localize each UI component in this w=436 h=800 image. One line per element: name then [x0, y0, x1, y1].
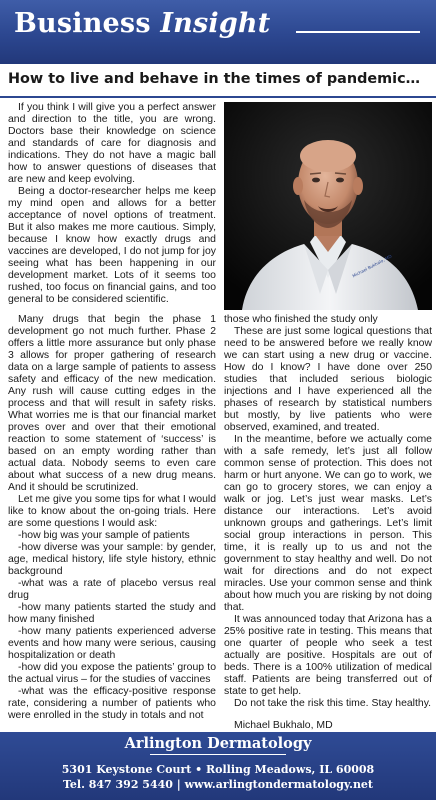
- doctor-portrait-image: [224, 102, 432, 310]
- question-list-item: -how many patients experienced adverse events and how many were serious, causing hospitalization or death: [8, 626, 216, 661]
- paragraph: These are just some logical questions that need to be answered before we really know we can start using a new drug or vaccine. How do I know? I have done over 250 studies that included serious biologic injections and I have experienced all the phases of research by statistical numbers but mostly, by live patients who were observed, examined, and treated.: [224, 326, 432, 433]
- question-list-item: -how big was your sample of patients: [18, 530, 190, 541]
- footer-banner: [0, 732, 436, 800]
- paragraph: Do not take the risk this time. Stay healthy.: [234, 698, 432, 709]
- section-title: [14, 8, 270, 39]
- headline-divider: [0, 96, 436, 98]
- section-title-insight: Insight: [160, 8, 271, 39]
- header-banner: [0, 0, 436, 64]
- practice-name: Arlington Dermatology: [124, 735, 312, 752]
- question-list-item: -how diverse was your sample: by gender, age, medical history, life style history, ethnic background: [8, 542, 216, 577]
- question-list-item: -what was the efficacy-positive response rate, considering a number of patients who were enrolled in the study in totals and not: [8, 686, 216, 721]
- paragraph: In the meantime, before we actually come with a safe remedy, let’s just all follow common sense of protection. This does not harm or hurt anyone. We can go to work, we can go to grocery stores, we can enjoy a walk or jog. Let’s just wear masks. Let’s distance our interactions. Let’s avoid unknown groups and gatherings. Let’s limit social group interactions in person. This time, it is really up to us and not the government to stay healthy and well. Do not wait for directions and do not expect miracles. Use your common sense and think about how much you are risking by not doing that.: [224, 434, 432, 613]
- article-column-top-left: [8, 102, 216, 310]
- paragraph: If you think I will give you a perfect answer and direction to the title, you are wrong. Doctors base their knowledge on science and standards of care for diagnosis and indications. They do not have a magic ball how to answer questions of diseases that are new and keep evolving.: [8, 102, 216, 185]
- author-photo: [224, 102, 432, 310]
- paragraph: Let me give you some tips for what I would like to know about the on-going trials. Here are some questions I would ask:: [8, 494, 216, 529]
- paragraph: Being a doctor-researcher helps me keep my mind open and allows for a better acceptance of novel options of treatment. But it also makes me more cautious. Simply, because I know how exactly drugs and vaccines are developed, I do not jump for joy seeing what has been happening in our development market. Lots of it seems too rushed, too focus on financial gains, and too general to be considered scientific.: [8, 186, 216, 305]
- practice-address: 5301 Keystone Court • Rolling Meadows, IL 60008: [61, 763, 375, 776]
- paragraph: It was announced today that Arizona has a 25% positive rate in testing. This means that one quarter of people who seek a test actually are positive. Hospitals are out of beds. There is a 100% utilization of medical staff. Patients are being transferred out of state to get help.: [224, 614, 432, 697]
- question-list-item: -how many patients started the study and how many finished: [8, 602, 216, 625]
- practice-contact: Tel. 847 392 5440 | www.arlingtondermatology.net: [62, 778, 374, 791]
- article-headline: How to live and behave in the times of pandemic…: [8, 71, 421, 87]
- paragraph: Many drugs that begin the phase 1 development go not much further. Phase 2 offers a little more assurance but only phase 3 allows for proper gathering of research data on a large sample of patients to assess safety and efficacy of the new medication. Any rush will cause cutting edges in the process and that will result in safety risks. What worries me is that our financial market proves over and over that their emotional reaction to some statement of ‘success’ is based on an empty wording rather than actual data. Nobody seems to even care about what success of a new drug means. And it should be scrutinized.: [8, 314, 216, 493]
- coat-embroidery-text: Michael Bukhalo, MD: [351, 253, 393, 279]
- footer-divider: [150, 754, 286, 755]
- header-rule: [296, 31, 420, 33]
- article-column-right: [224, 314, 432, 730]
- author-signature: Michael Bukhalo, MD: [234, 720, 333, 730]
- question-list-item: -what was a rate of placebo versus real drug: [8, 578, 216, 601]
- article-column-left: [8, 314, 216, 730]
- paragraph-continuation: those who finished the study only: [224, 314, 378, 325]
- section-title-business: Business: [14, 8, 151, 39]
- question-list-item: -how did you expose the patients’ group to the actual virus – for the studies of vaccines: [8, 662, 216, 685]
